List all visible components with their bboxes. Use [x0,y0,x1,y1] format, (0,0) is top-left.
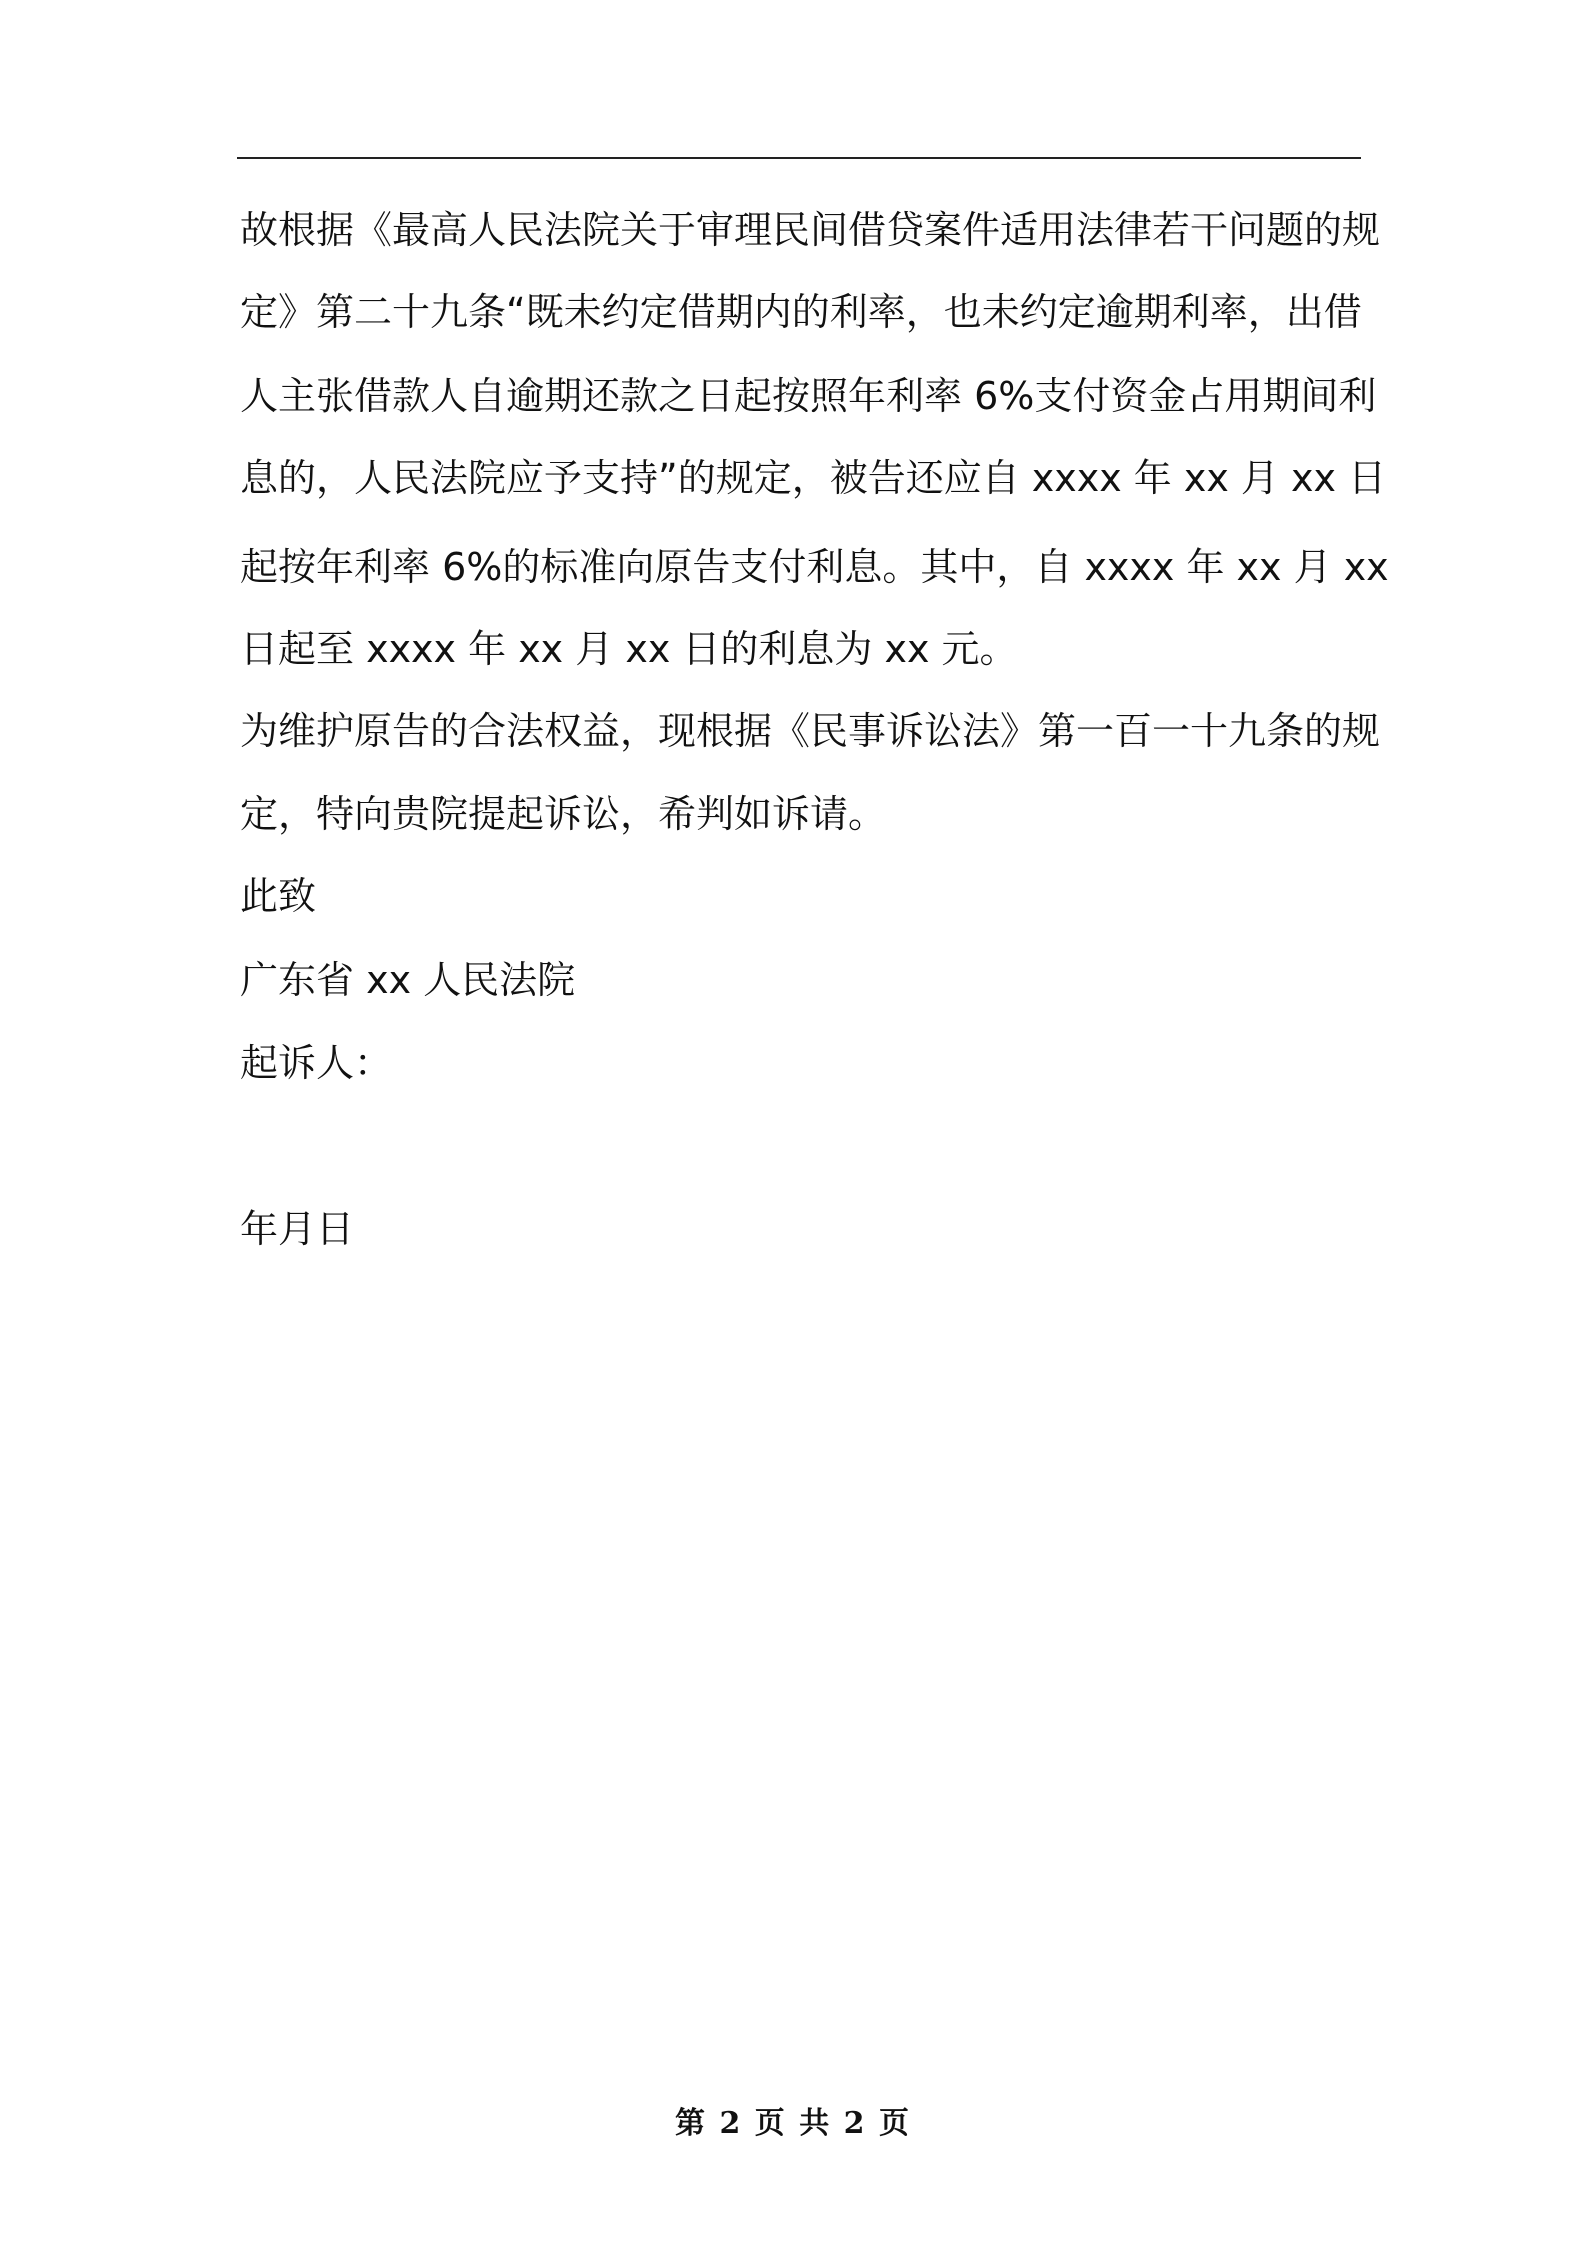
body-line: 人主张借款人自逾期还款之日起按照年利率 6%支付资金占用期间利 [240,374,1377,418]
court-addressee: 广东省 xx 人民法院 [240,958,576,1002]
body-line: 为维护原告的合法权益，现根据《民事诉讼法》第一百一十九条的规 [240,709,1381,753]
body-line: 息的，人民法院应予支持”的规定，被告还应自 xxxx 年 xx 月 xx 日 [240,456,1387,500]
plaintiff-signature-label: 起诉人： [240,1041,393,1085]
body-line: 故根据《最高人民法院关于审理民间借贷案件适用法律若干问题的规 [240,208,1381,252]
body-line: 定》第二十九条“既未约定借期内的利率，也未约定逾期利率，出借 [240,290,1362,334]
page-number: 第 2 页 共 2 页 [675,2106,911,2141]
body-line: 定，特向贵院提起诉讼，希判如诉请。 [240,792,887,836]
body-line: 日起至 xxxx 年 xx 月 xx 日的利息为 xx 元。 [240,627,1018,671]
salutation: 此致 [240,874,317,918]
date-label: 年月日 [240,1207,355,1251]
body-line: 起按年利率 6%的标准向原告支付利息。其中，自 xxxx 年 xx 月 xx [240,545,1389,589]
header-divider [237,157,1361,159]
